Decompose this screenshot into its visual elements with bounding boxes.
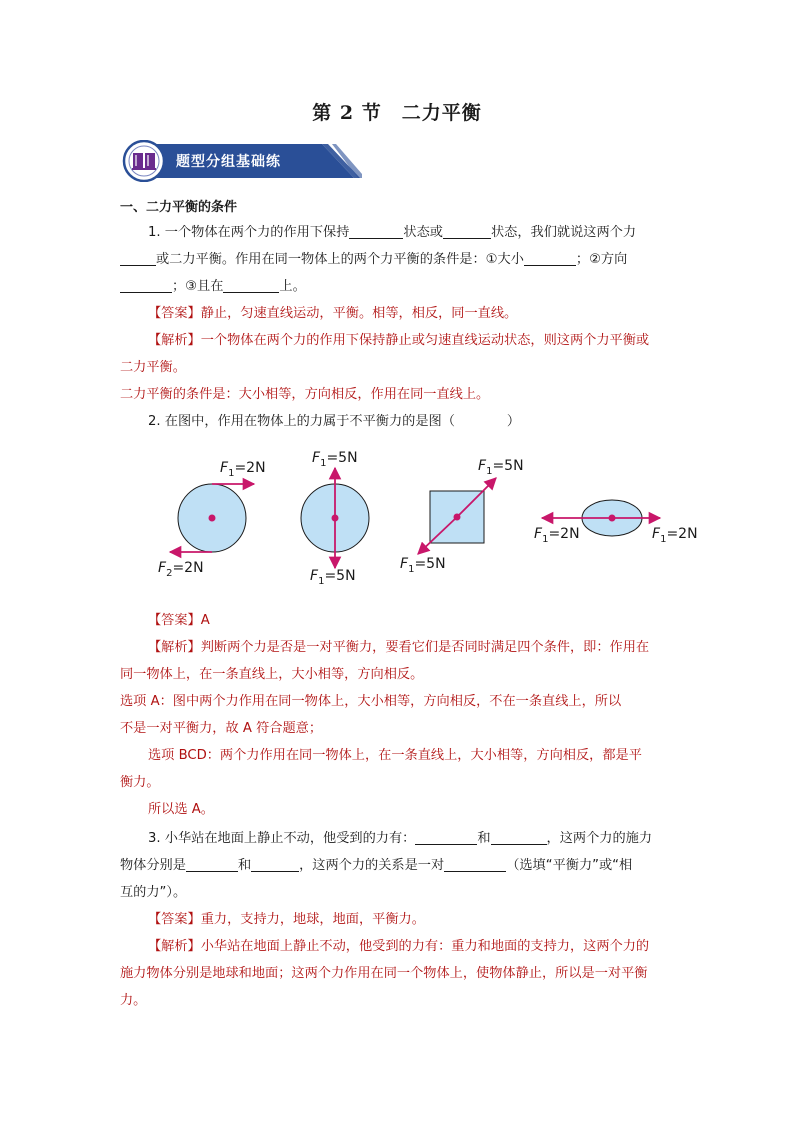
q1-line-2: 或二力平衡。作用在同一物体上的两个力平衡的条件是：①大小 ；②方向 bbox=[120, 251, 627, 269]
q1-line-3: ；③且在 上。 bbox=[120, 278, 306, 296]
force-diagram bbox=[150, 448, 710, 588]
blank-6[interactable] bbox=[223, 278, 279, 293]
label-d-right: $F_1=2N$ bbox=[652, 526, 698, 545]
q2-analysis-1: 【解析】判断两个力是否是一对平衡力，要看它们是否同时满足四个条件，即：作用在 bbox=[148, 640, 650, 655]
label-c-bottom: $F_1=5N$ bbox=[400, 556, 446, 575]
q1-analysis-2: 二力平衡。 bbox=[120, 360, 186, 375]
q3-analysis-2: 施力物体分别是地球和地面；这两个力作用在同一个物体上，使物体静止，所以是一对平衡 bbox=[120, 966, 648, 981]
figure-d bbox=[534, 500, 698, 545]
q1-analysis-1: 【解析】一个物体在两个力的作用下保持静止或匀速直线运动状态，则这两个力平衡或 bbox=[148, 333, 650, 348]
q3-analysis-3: 力。 bbox=[120, 993, 147, 1008]
blank-1[interactable] bbox=[349, 224, 403, 239]
blank-7[interactable] bbox=[415, 830, 477, 845]
blank-11[interactable] bbox=[444, 857, 506, 872]
page-title: 第 2 节 二力平衡 bbox=[312, 102, 482, 124]
q2-analysis-6: 衡力。 bbox=[120, 775, 160, 790]
q1-line-1: 1. 一个物体在两个力的作用下保持 状态或 状态，我们就说这两个力 bbox=[148, 225, 637, 240]
figure-c bbox=[400, 458, 524, 575]
q2-analysis-4: 不是一对平衡力，故 A 符合题意； bbox=[120, 721, 323, 736]
q2-analysis-5: 选项 BCD：两个力作用在同一物体上，在一条直线上，大小相等，方向相反，都是平 bbox=[148, 748, 642, 763]
blank-9[interactable] bbox=[186, 857, 238, 872]
q3-answer: 【答案】重力，支持力，地球，地面，平衡力。 bbox=[148, 912, 425, 927]
label-a-bottom: $F_2=2N$ bbox=[158, 560, 204, 579]
blank-3[interactable] bbox=[120, 251, 156, 266]
q2-analysis-3: 选项 A：图中两个力作用在同一物体上，大小相等，方向相反，不在一条直线上，所以 bbox=[120, 694, 622, 709]
q2-analysis-7: 所以选 A。 bbox=[148, 802, 214, 817]
blank-5[interactable] bbox=[120, 278, 172, 293]
label-c-top: $F_1=5N$ bbox=[478, 458, 524, 477]
blank-10[interactable] bbox=[251, 857, 299, 872]
label-b-bottom: $F_1=5N$ bbox=[310, 568, 356, 587]
book-icon bbox=[132, 151, 156, 171]
q3-line-2: 物体分别是 和 ，这两个力的关系是一对 （选填“平衡力”或“相 bbox=[120, 858, 633, 873]
banner-label: 题型分组基础练 bbox=[176, 154, 281, 170]
label-b-top: $F_1=5N$ bbox=[312, 450, 358, 469]
label-a-top: $F_1=2N$ bbox=[220, 460, 266, 479]
q1-analysis-3: 二力平衡的条件是：大小相等，方向相反，作用在同一直线上。 bbox=[120, 387, 490, 402]
blank-8[interactable] bbox=[491, 830, 547, 845]
q1-answer: 【答案】静止，匀速直线运动，平衡。相等，相反，同一直线。 bbox=[148, 306, 518, 321]
blank-2[interactable] bbox=[443, 224, 491, 239]
q2-stem: 2. 在图中，作用在物体上的力属于不平衡力的是图（ ） bbox=[148, 414, 521, 429]
figure-a bbox=[158, 460, 266, 579]
q2-analysis-2: 同一物体上，在一条直线上，大小相等，方向相反。 bbox=[120, 667, 424, 682]
q3-line-1: 3. 小华站在地面上静止不动，他受到的力有： 和 ，这两个力的施力 bbox=[148, 831, 653, 846]
figure-b bbox=[301, 450, 369, 587]
q3-analysis-1: 【解析】小华站在地面上静止不动，他受到的力有：重力和地面的支持力，这两个力的 bbox=[148, 939, 650, 954]
q2-answer: 【答案】A bbox=[148, 613, 210, 628]
label-d-left: $F_1=2N$ bbox=[534, 526, 580, 545]
blank-4[interactable] bbox=[524, 251, 576, 266]
section-heading: 一、二力平衡的条件 bbox=[120, 200, 238, 215]
q3-line-3: 互的力”）。 bbox=[120, 885, 187, 900]
